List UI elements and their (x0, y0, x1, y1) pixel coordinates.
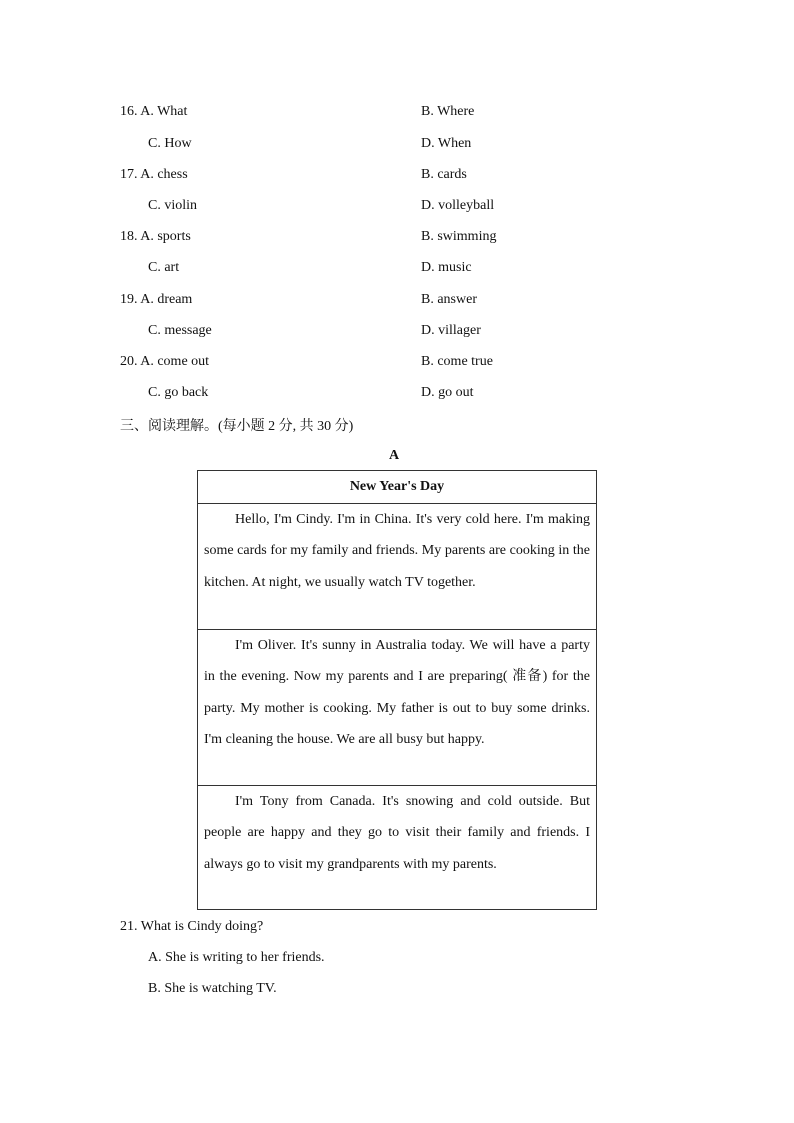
q19-option-c: C. message (148, 323, 212, 338)
paragraph-tony-text: I'm Tony from Canada. It's snowing and cold outside. But people are happy and they go to visit their family and friends. I always go to visit my grandparents with my parents. (204, 794, 590, 872)
paragraph-oliver (198, 629, 596, 785)
q19-option-b: B. answer (421, 292, 477, 307)
q16-option-a: 16. A. What (120, 104, 188, 119)
paragraph-cindy-text: Hello, I'm Cindy. I'm in China. It's very cold here. I'm making some cards for my family and friends. My parents are cooking in the kitchen. At night, we usually watch TV together. (204, 512, 590, 590)
passage-table (197, 470, 597, 910)
q20-option-a: 20. A. come out (120, 354, 210, 369)
q21-option-a: A. She is writing to her friends. (148, 950, 325, 965)
q21-option-b: B. She is watching TV. (148, 981, 277, 996)
q19-option-d: D. villager (421, 323, 481, 338)
q20-option-b: B. come true (421, 354, 493, 369)
q17-option-a: 17. A. chess (120, 167, 188, 182)
q17-option-b: B. cards (421, 167, 467, 182)
paragraph-tony (198, 785, 596, 911)
q17-option-d: D. volleyball (421, 198, 495, 213)
q16-option-c: C. How (148, 136, 192, 151)
section-heading: 三、阅读理解。(每小题 2 分, 共 30 分) (120, 419, 354, 434)
q20-option-c: C. go back (148, 385, 209, 400)
q16-option-b: B. Where (421, 104, 475, 119)
q18-option-d: D. music (421, 260, 472, 275)
passage-title: New Year's Day (349, 479, 445, 494)
q20-option-d: D. go out (421, 385, 474, 400)
q17-option-c: C. violin (148, 198, 198, 213)
paragraph-oliver-text: I'm Oliver. It's sunny in Australia today. We will have a party in the evening. Now my parents and I are preparing( 准备) for the party. My mother is cooking. My father is out to buy some drinks. I'm cleaning the house. We are all busy but happy. (204, 638, 590, 747)
q16-option-d: D. When (421, 136, 472, 151)
q19-option-a: 19. A. dream (120, 292, 193, 307)
q18-option-b: B. swimming (421, 229, 497, 244)
passage-label: A (389, 448, 400, 463)
q21-stem: 21. What is Cindy doing? (120, 919, 264, 934)
q18-option-c: C. art (148, 260, 180, 275)
q18-option-a: 18. A. sports (120, 229, 191, 244)
paragraph-cindy (198, 503, 596, 629)
